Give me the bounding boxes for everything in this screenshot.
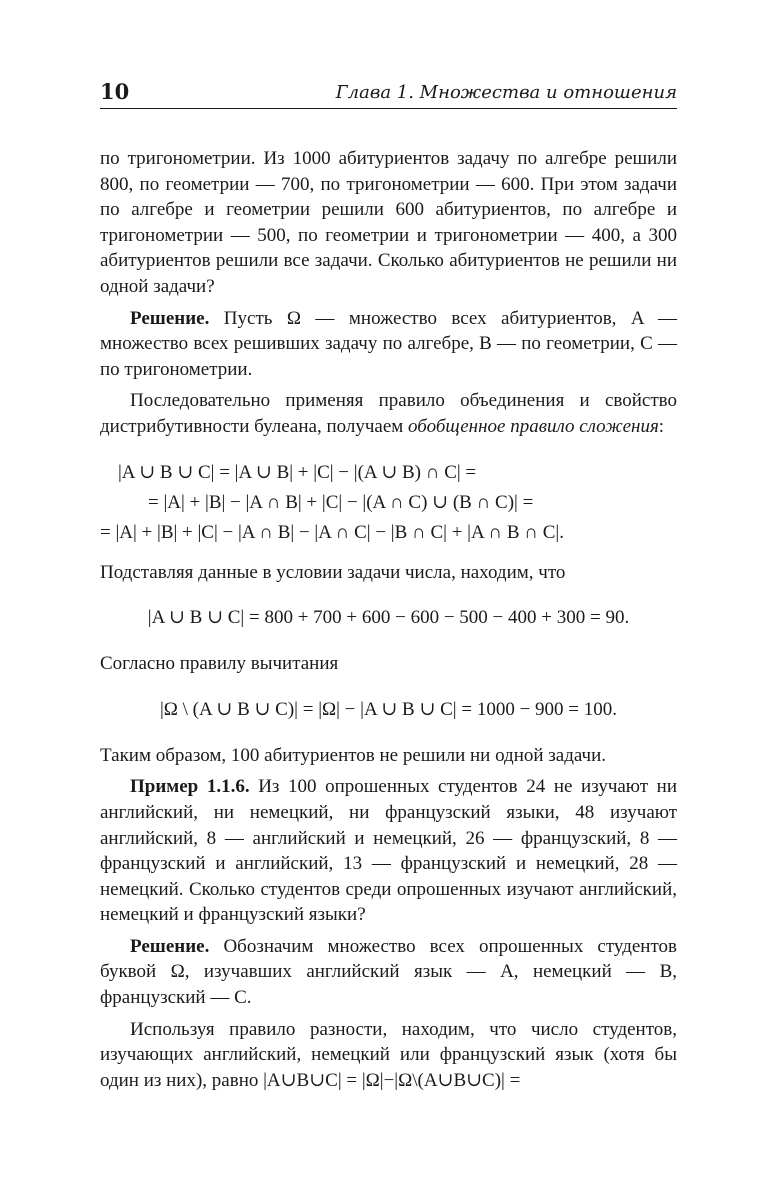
example-text: Из 100 опрошенных студентов 24 не изучают ни английский, ни немецкий, ни французский языки, 48 изучают английский, 8 — английский и немецкий, 26 — французский, 8 — французский и английский, 13 — французский и немецкий, 28 — немецкий. Сколько студентов среди опрошенных изучают английский, немецкий и французский языки? [100, 776, 677, 926]
solution-text: Пусть Ω — множество всех абитуриентов, A — множество всех решивших задачу по алгебре, B — по геометрии, C — по тригонометрии. [100, 307, 677, 380]
solution-label: Решение. [130, 307, 210, 329]
method-paragraph [100, 388, 677, 439]
formula-line-2: = |A| + |B| − |A ∩ B| + |C| − |(A ∩ C) ∪ (B ∩ C)| = [148, 491, 534, 513]
difference-rule-paragraph: Используя правило разности, находим, что число студентов, изучающих английский, немецкий или французский язык (хотя бы один из них), равно |A∪B∪C| = |Ω|−|Ω\(A∪B∪C)| = [100, 1018, 677, 1091]
substitution-formula: |A ∪ B ∪ C| = 800 + 700 + 600 − 600 − 500 − 400 + 300 = 90. [147, 607, 630, 629]
solution-text-2: Обозначим множество всех опрошенных студентов буквой Ω, изучавших английский язык — A, немецкий — B, французский — C. [100, 935, 677, 1009]
subtraction-paragraph: Согласно правилу вычитания [100, 653, 339, 675]
method-text: Последовательно применяя правило объединения и свойство дистрибутивности булеана, получаем [100, 390, 677, 437]
formula-line-3: = |A| + |B| + |C| − |A ∩ B| − |A ∩ C| − |B ∩ C| + |A ∩ B ∩ C|. [100, 521, 564, 543]
inclusion-exclusion-formula [100, 458, 677, 548]
substitution-paragraph: Подставляя данные в условии задачи числа, находим, что [100, 561, 566, 583]
example-paragraph [100, 774, 677, 928]
page-body [100, 146, 677, 1093]
solution-label-2: Решение. [130, 935, 210, 957]
running-head [100, 80, 677, 109]
chapter-title: Глава 1. Множества и отношения [335, 82, 677, 103]
solution-paragraph [100, 306, 677, 383]
page-number: 10 [100, 79, 130, 104]
subtraction-formula: |Ω \ (A ∪ B ∪ C)| = |Ω| − |A ∪ B ∪ C| = 1000 − 900 = 100. [159, 698, 618, 720]
example-label: Пример 1.1.6. [130, 776, 250, 798]
conclusion-paragraph: Таким образом, 100 абитуриентов не решили ни одной задачи. [100, 744, 607, 766]
method-colon: : [658, 415, 665, 437]
formula-line-1: |A ∪ B ∪ C| = |A ∪ B| + |C| − |(A ∪ B) ∩ C| = [118, 461, 477, 483]
method-term: обобщенное правило сложения [408, 415, 659, 437]
solution-paragraph-2 [100, 934, 677, 1011]
problem-continuation: по тригонометрии. Из 1000 абитуриентов задачу по алгебре решили 800, по геометрии — 700, по тригонометрии — 600. При этом задачи по алгебре и геометрии решили 600 абитуриентов, по алгебре и тригонометрии — 500, по геометрии и тригонометрии — 400, а 300 абитуриентов решили все задачи. Сколько абитуриентов не решили ни одной задачи? [100, 148, 677, 297]
